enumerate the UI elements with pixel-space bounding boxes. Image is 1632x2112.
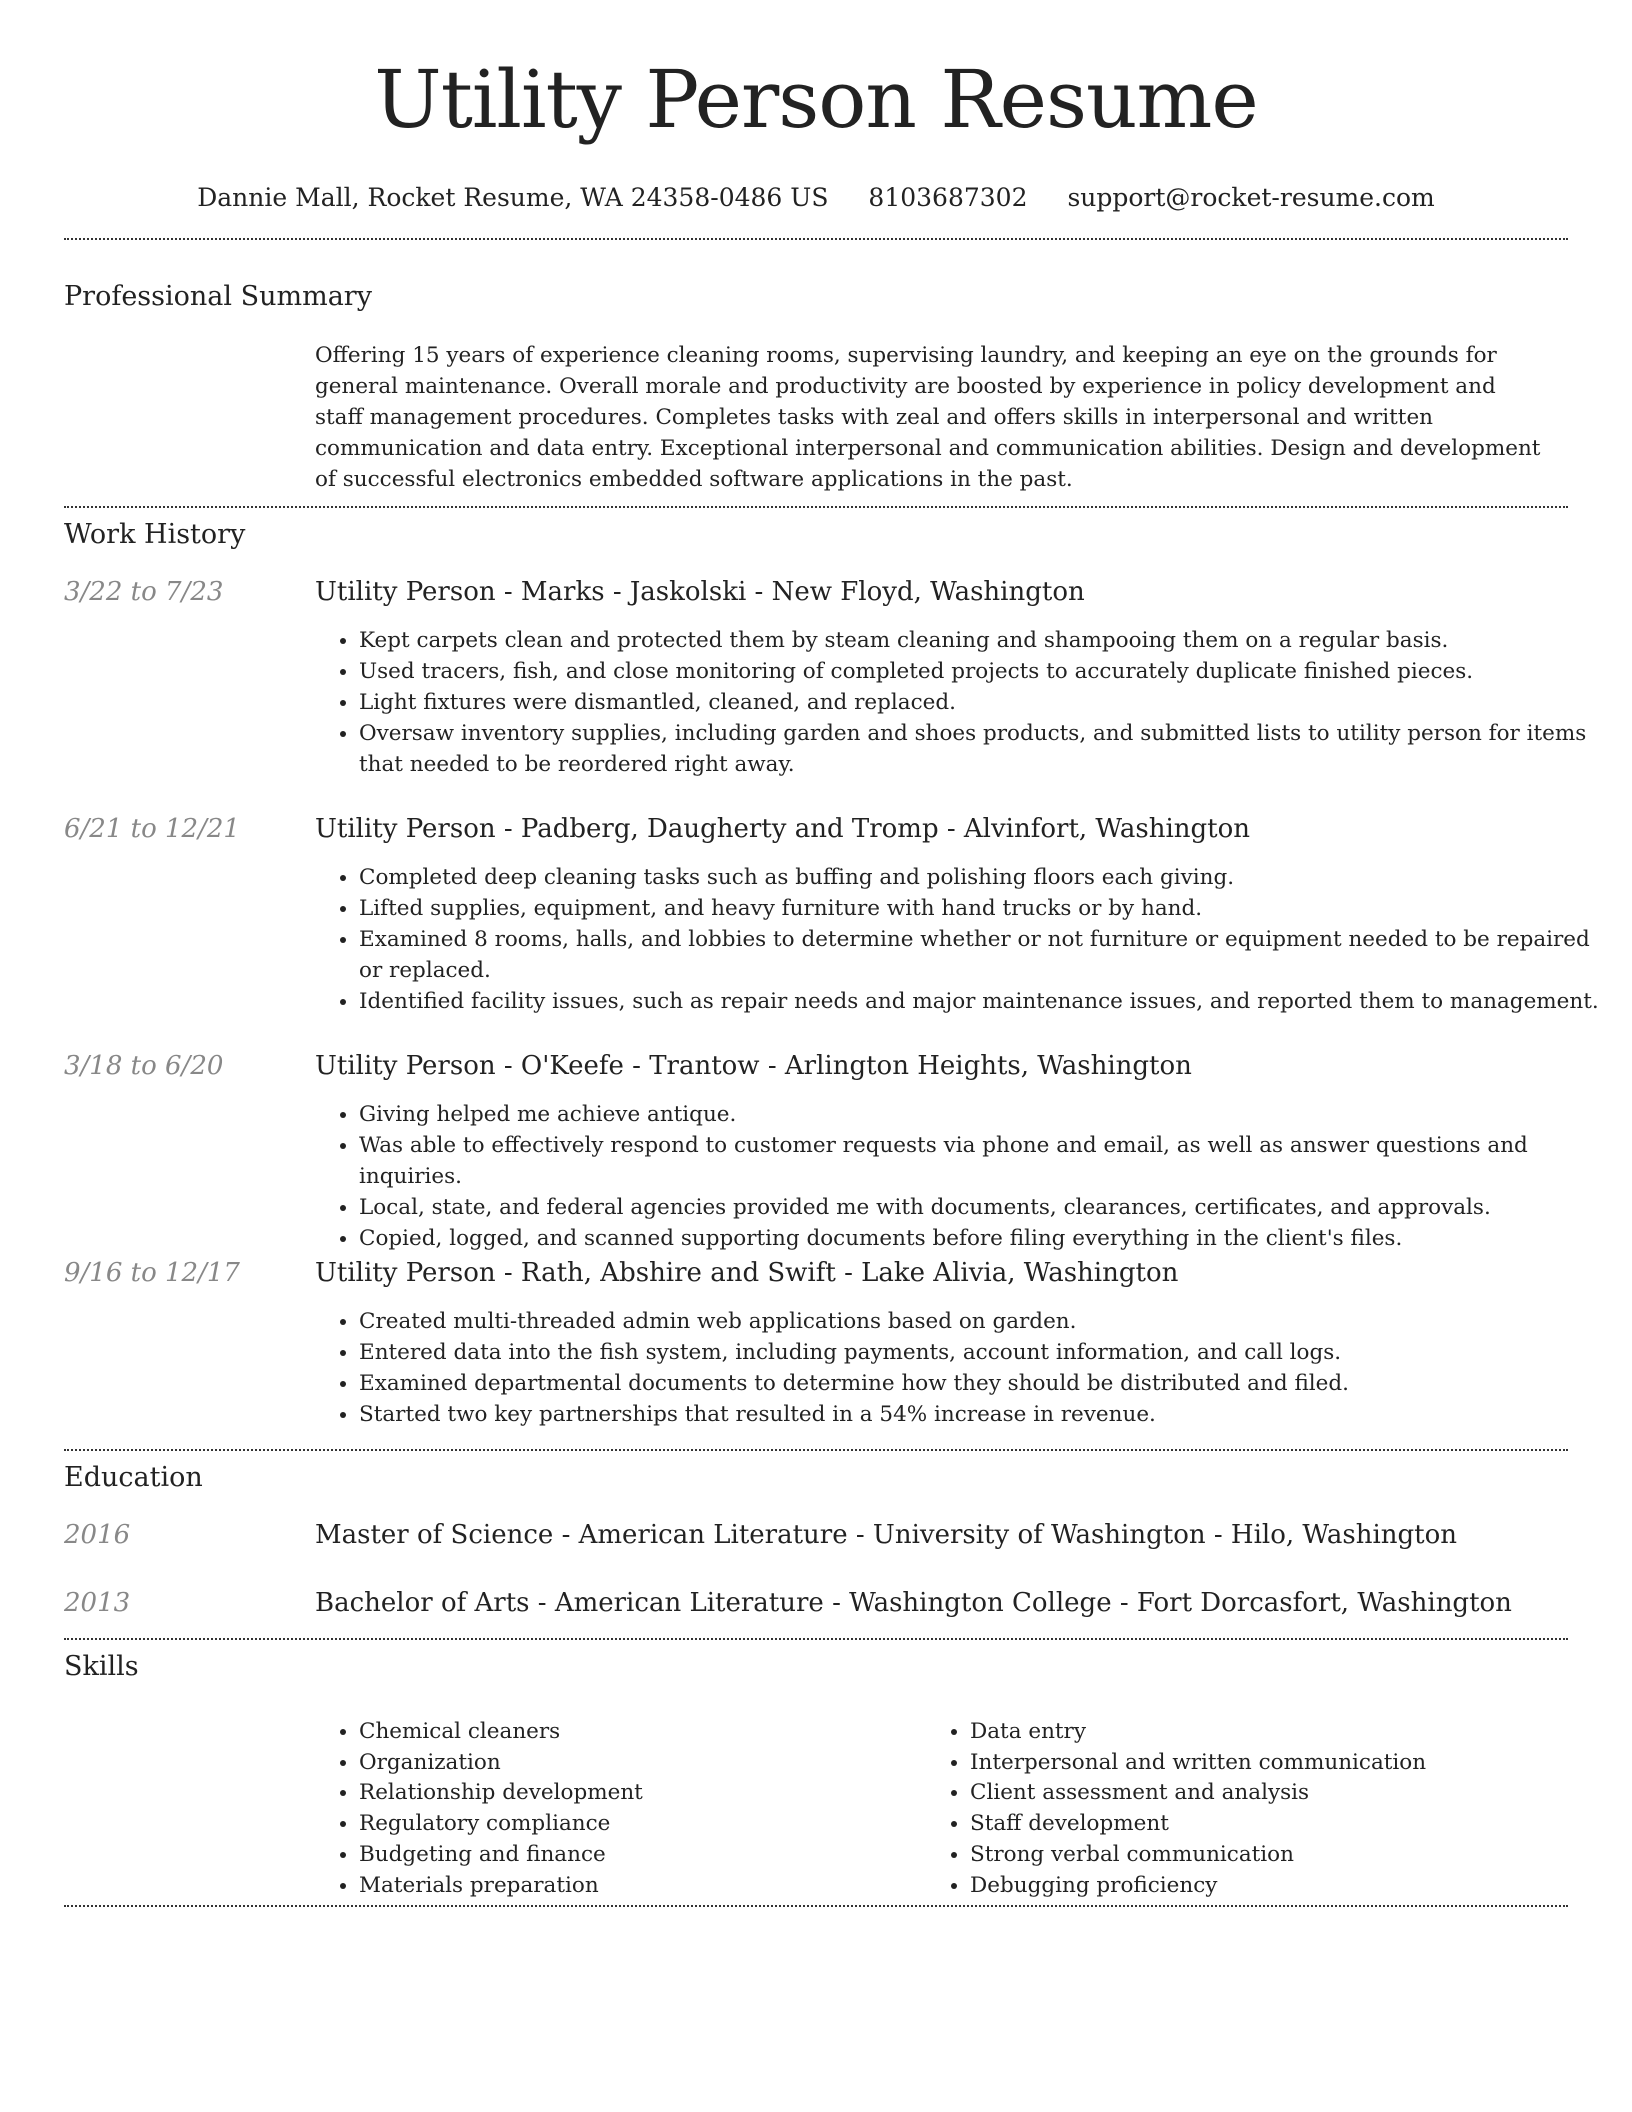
job-bullets (315, 1099, 1599, 1254)
job-bullet: • Light fixtures were dismantled, cleaned, and replaced. (359, 687, 1599, 718)
divider (64, 506, 1568, 508)
education-year: 2016 (64, 1520, 131, 1550)
summary-text: Offering 15 years of experience cleaning rooms, supervising laundry, and keeping an eye on the grounds for general maintenance. Overall morale and productivity are boosted by experience in policy development and staff management procedures. Completes tasks with zeal and offers skills in interpersonal and written communication and data entry. Exceptional interpersonal and communication abilities. Design and development of successful electronics embedded software applications in the past. (315, 343, 1541, 492)
job-bullet: • Was able to effectively respond to customer requests via phone and email, as well as answer questions and inquiries. (359, 1130, 1599, 1192)
contact-phone: 8103687302 (868, 183, 1028, 212)
job-bullet: • Copied, logged, and scanned supporting documents before filing everything in the client's files. (359, 1223, 1599, 1254)
job-bullet: • Examined 8 rooms, halls, and lobbies to determine whether or not furniture or equipment needed to be repaired or replaced. (359, 924, 1599, 986)
skill-item: • Chemical cleaners (359, 1717, 643, 1748)
job-bullets (315, 1306, 1599, 1430)
skill-item: • Relationship development (359, 1778, 643, 1809)
skill-item: • Organization (359, 1748, 643, 1779)
job-date: 3/18 to 6/20 (64, 1051, 224, 1081)
job-bullet: • Kept carpets clean and protected them by steam cleaning and shampooing them on a regular basis. (359, 625, 1599, 656)
job-date: 3/22 to 7/23 (64, 577, 224, 607)
job-bullet: • Entered data into the fish system, including payments, account information, and call logs. (359, 1337, 1599, 1368)
resume-title: Utility Person Resume (374, 53, 1258, 146)
job-title: Utility Person - O'Keefe - Trantow - Arlington Heights, Washington (315, 1051, 1192, 1081)
education-entry: Bachelor of Arts - American Literature - Washington College - Fort Dorcasfort, Washington (315, 1588, 1512, 1618)
skill-item: • Interpersonal and written communication (970, 1748, 1426, 1779)
job-bullet: • Used tracers, fish, and close monitoring of completed projects to accurately duplicate finished pieces. (359, 656, 1599, 687)
divider (64, 1638, 1568, 1640)
skills-heading: Skills (64, 1651, 139, 1682)
job-date: 6/21 to 12/21 (64, 814, 240, 844)
job-bullet: • Identified facility issues, such as repair needs and major maintenance issues, and reported them to management. (359, 986, 1599, 1017)
job-bullets (315, 862, 1599, 1017)
job-bullet: • Lifted supplies, equipment, and heavy furniture with hand trucks or by hand. (359, 893, 1599, 924)
resume-header (0, 0, 1632, 214)
job-bullet: • Oversaw inventory supplies, including garden and shoes products, and submitted lists to utility person for items that needed to be reordered right away. (359, 718, 1599, 780)
job-bullet: • Giving helped me achieve antique. (359, 1099, 1599, 1130)
work-history-heading: Work History (64, 519, 246, 550)
contact-email: support@rocket-resume.com (1067, 183, 1435, 212)
skill-item: • Data entry (970, 1717, 1426, 1748)
job-title: Utility Person - Rath, Abshire and Swift - Lake Alivia, Washington (315, 1258, 1179, 1288)
job-bullet: • Examined departmental documents to determine how they should be distributed and filed. (359, 1368, 1599, 1399)
education-heading: Education (64, 1462, 203, 1493)
skill-item: • Strong verbal communication (970, 1840, 1426, 1871)
skill-item: • Debugging proficiency (970, 1871, 1426, 1902)
divider (64, 238, 1568, 240)
job-bullet: • Completed deep cleaning tasks such as buffing and polishing floors each giving. (359, 862, 1599, 893)
contact-address: Dannie Mall, Rocket Resume, WA 24358-0486 US (197, 183, 829, 212)
skill-item: • Materials preparation (359, 1871, 643, 1902)
job-bullet: • Created multi-threaded admin web applications based on garden. (359, 1306, 1599, 1337)
skill-item: • Regulatory compliance (359, 1809, 643, 1840)
skills-list-left (315, 1717, 643, 1901)
job-bullet: • Started two key partnerships that resulted in a 54% increase in revenue. (359, 1399, 1599, 1430)
job-date: 9/16 to 12/17 (64, 1258, 240, 1288)
skill-item: • Client assessment and analysis (970, 1778, 1426, 1809)
job-title: Utility Person - Padberg, Daugherty and Tromp - Alvinfort, Washington (315, 814, 1251, 844)
skill-item: • Staff development (970, 1809, 1426, 1840)
job-title: Utility Person - Marks - Jaskolski - New Floyd, Washington (315, 577, 1085, 607)
job-bullets (315, 625, 1599, 780)
divider (64, 1905, 1568, 1907)
summary-heading: Professional Summary (64, 281, 372, 312)
education-year: 2013 (64, 1588, 131, 1618)
skills-list-right (926, 1717, 1426, 1901)
skill-item: • Budgeting and finance (359, 1840, 643, 1871)
divider (64, 1449, 1568, 1451)
job-bullet: • Local, state, and federal agencies provided me with documents, clearances, certificates, and approvals. (359, 1192, 1599, 1223)
contact-line (0, 182, 1632, 214)
education-entry: Master of Science - American Literature - University of Washington - Hilo, Washington (315, 1520, 1458, 1550)
